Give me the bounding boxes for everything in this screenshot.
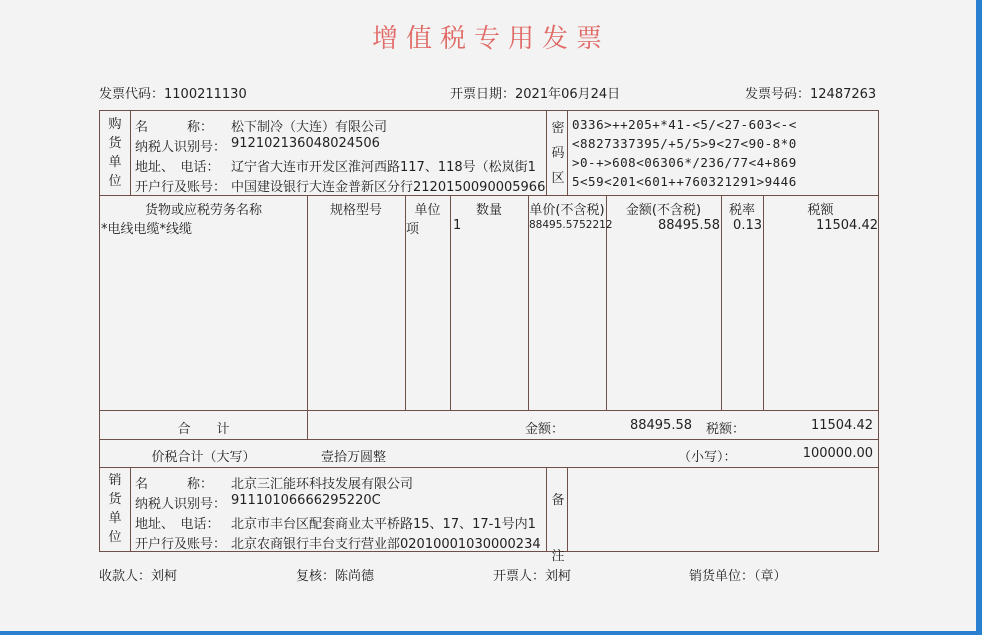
item-rate: 0.13 (733, 218, 762, 233)
cipher-side-label: 密 码 区 (551, 121, 565, 186)
grand-total-small: 100000.00 (802, 446, 873, 461)
invoice-code-label: 发票代码： (99, 87, 165, 102)
invoice-number-label: 发票号码： (745, 87, 811, 102)
remarks-side-label: 备 注 (551, 493, 565, 564)
buyer-name-label: 名 称： (135, 120, 214, 135)
item-name: *电线电缆*线缆 (101, 222, 193, 237)
divider (130, 111, 131, 195)
divider (130, 467, 131, 552)
drawer-value: 刘柯 (545, 569, 572, 584)
divider (100, 467, 878, 468)
total-tax-label: 税额： (706, 422, 746, 437)
item-unit: 项 (406, 222, 420, 237)
divider (450, 195, 451, 410)
divider (100, 439, 878, 440)
item-price: 88495.5752212 (529, 219, 613, 231)
item-tax: 11504.42 (815, 218, 878, 233)
invoice-table (99, 110, 879, 564)
cipher-line: 5<59<201<601++760321291>9446 (572, 174, 797, 189)
window-right-border (976, 0, 982, 635)
reviewer-label: 复核： (296, 569, 336, 584)
payee-value: 刘柯 (151, 569, 178, 584)
seller-address-label: 地址、 电话： (135, 517, 220, 532)
cipher-line: <8827337395/+5/5>9<27<90-8*0 (572, 136, 797, 151)
divider (100, 410, 878, 411)
buyer-bank: 中国建设银行大连金普新区分行2120150090005966 (231, 180, 545, 195)
reviewer (296, 565, 374, 584)
invoice-date (450, 83, 620, 102)
col-header-tax: 税额 (807, 203, 834, 218)
buyer-address: 辽宁省大连市开发区淮河西路117、118号（松岚街1 (231, 160, 536, 175)
total-label: 合 计 (177, 422, 230, 437)
window-bottom-border (0, 631, 982, 635)
item-amount: 88495.58 (657, 218, 720, 233)
drawer-label: 开票人： (493, 569, 546, 584)
payee-label: 收款人： (99, 569, 152, 584)
col-header-rate: 税率 (728, 203, 755, 218)
buyer-tax-id: 912102136048024506 (231, 136, 380, 151)
seller-tax-id-label: 纳税人识别号： (135, 497, 227, 512)
invoice-date-value: 2021年06月24日 (515, 87, 621, 102)
cipher-line: 0336>++205+*41-<5/<27-603<-< (572, 117, 797, 132)
seller-name: 北京三汇能环科技发展有限公司 (231, 477, 414, 492)
grand-total-small-label: （小写）： (678, 450, 737, 465)
seller-bank-label: 开户行及账号： (135, 537, 227, 552)
col-header-amount: 金额(不含税) (625, 203, 702, 218)
drawer (493, 565, 571, 584)
invoice-code-value: 1100211130 (164, 87, 247, 102)
seller-bank: 北京农商银行丰台支行营业部02010001030000234 (231, 537, 541, 552)
col-header-unit: 单位 (414, 203, 441, 218)
buyer-bank-label: 开户行及账号： (135, 180, 227, 195)
divider (100, 195, 878, 196)
buyer-tax-id-label: 纳税人识别号： (135, 140, 227, 155)
invoice-number (745, 83, 876, 102)
grand-total-label: 价税合计（大写） (151, 450, 256, 465)
total-tax: 11504.42 (810, 418, 873, 433)
invoice-number-value: 12487263 (810, 87, 877, 102)
reviewer-value: 陈尚德 (335, 569, 375, 584)
col-header-spec: 规格型号 (329, 203, 382, 218)
buyer-name: 松下制冷（大连）有限公司 (231, 120, 388, 135)
divider (307, 195, 308, 439)
cipher-line: >0-+>608<06306*/236/77<4+869 (572, 155, 797, 170)
seller-name-label: 名 称： (135, 477, 214, 492)
seller-tax-id: 91110106666295220C (231, 493, 381, 508)
grand-total-words: 壹拾万圆整 (321, 450, 387, 465)
col-header-name: 货物或应税劳务名称 (144, 203, 262, 218)
seller-stamp-label: 销货单位：（章） (689, 569, 787, 584)
seller-side-label: 销 货 单 位 (108, 473, 122, 545)
invoice-date-label: 开票日期： (450, 87, 516, 102)
col-header-price: 单价(不含税) (529, 203, 605, 218)
col-header-qty: 数量 (475, 203, 502, 218)
total-amount: 88495.58 (629, 418, 692, 433)
buyer-side-label: 购 货 单 位 (108, 117, 122, 189)
item-qty: 1 (453, 218, 462, 233)
seller-address: 北京市丰台区配套商业太平桥路15、17、17-1号内1 (231, 517, 536, 532)
payee (99, 565, 177, 584)
total-amount-label: 金额： (525, 422, 565, 437)
invoice-code (99, 83, 247, 102)
invoice-title: 增值税专用发票 (371, 24, 610, 54)
buyer-address-label: 地址、 电话： (135, 160, 220, 175)
